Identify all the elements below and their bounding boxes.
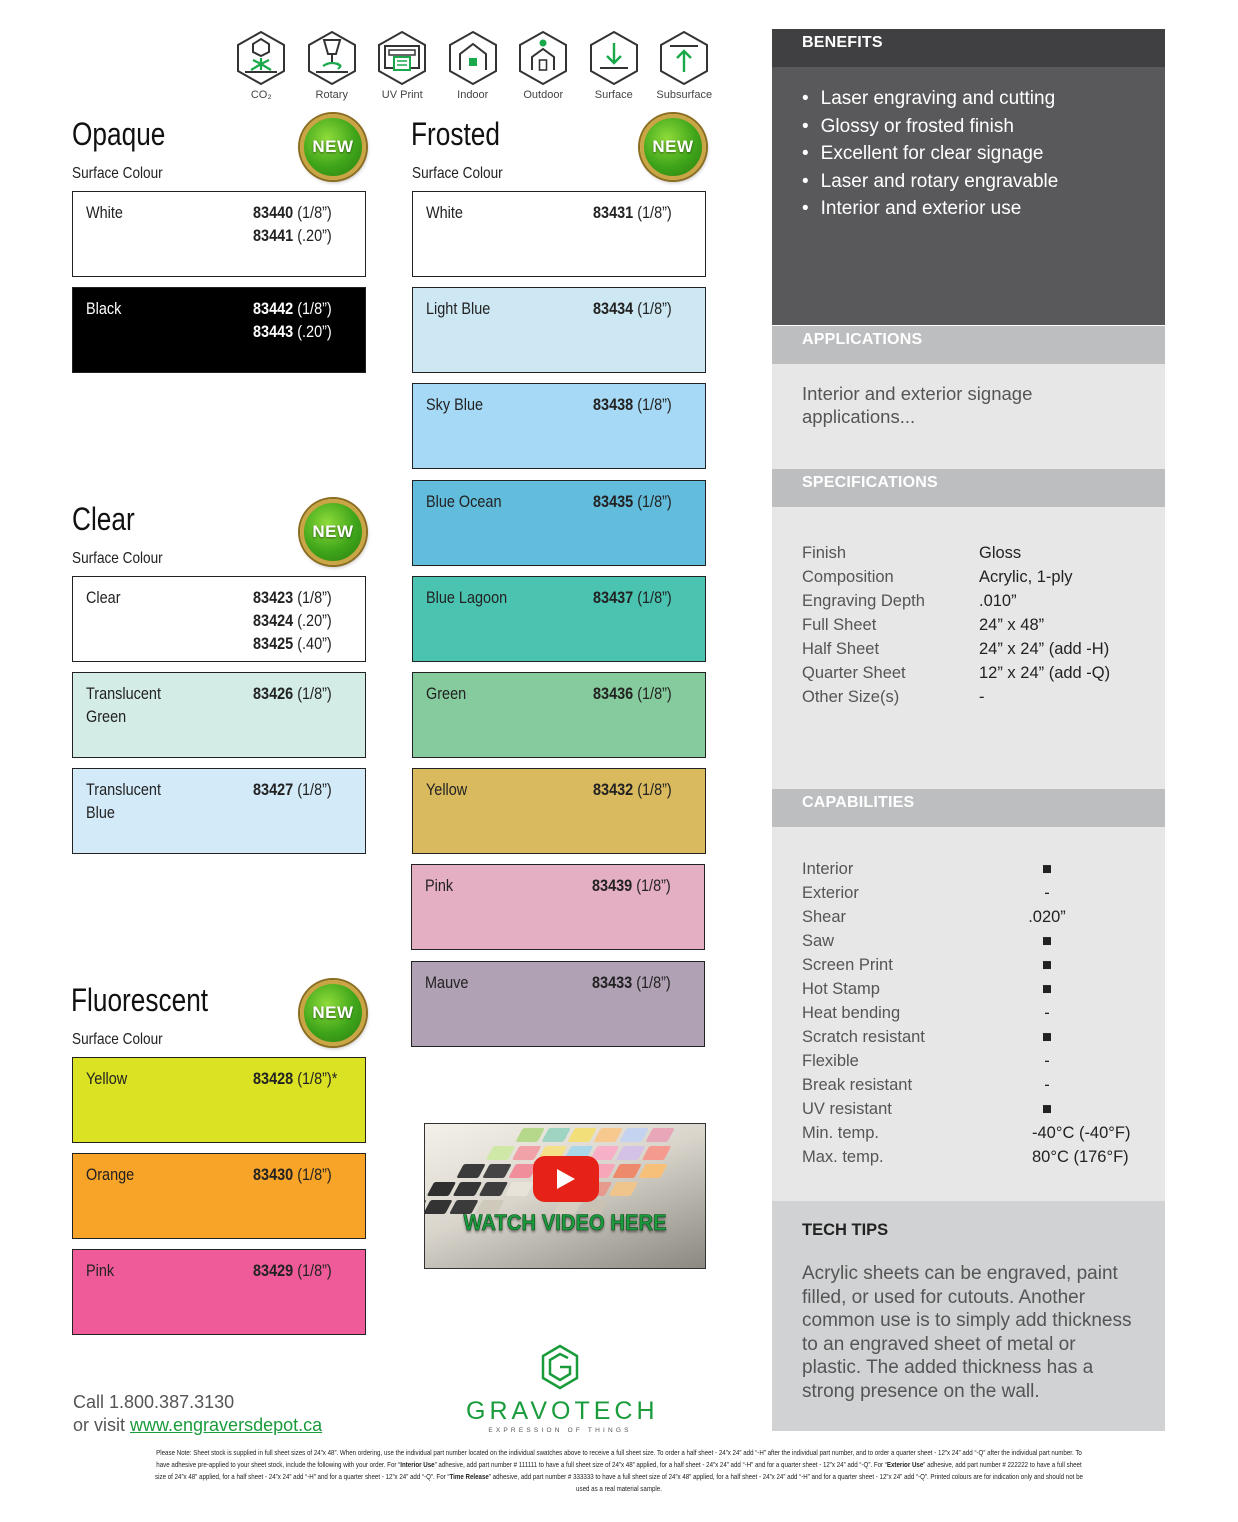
part-number-line <box>253 297 332 320</box>
new-badge <box>300 499 366 565</box>
part-size: (1/8”) <box>633 203 672 222</box>
swatch-frosted-light-blue <box>412 287 706 373</box>
benefit-item: • Glossy or frosted finish <box>802 113 1135 141</box>
part-number: 83430 <box>253 1165 294 1184</box>
part-size: (1/8”) <box>293 1261 332 1280</box>
cap-key: UV resistant <box>802 1100 892 1118</box>
part-number-line <box>253 1163 332 1186</box>
benefit-item: • Interior and exterior use <box>802 195 1135 223</box>
rotary-icon <box>306 30 358 86</box>
swatch-name: Clear <box>86 588 121 607</box>
part-number-line <box>593 586 672 609</box>
part-size: (1/8”) <box>633 395 672 414</box>
part-number-line <box>253 632 332 655</box>
logo-name: GRAVOTECH <box>466 1397 659 1425</box>
icon-uv-print <box>367 30 438 101</box>
part-size: (1/8”) <box>632 876 671 895</box>
fine-print-text: ” adhesive, add part number # 111111 to have a full sheet size of 24”x 48” applied, for a half sheet - 24”x 24” add “-H” and for a quarter sheet - 12”x 24” add “-Q”. For “ <box>434 1460 887 1469</box>
swatch-name: Light Blue <box>426 299 491 318</box>
spec-row <box>802 685 1135 709</box>
new-badge-label: NEW <box>312 1003 354 1022</box>
spec-row <box>802 613 1135 637</box>
swatch-name: White <box>426 203 463 222</box>
specifications-panel <box>772 469 1165 789</box>
swatch-part-numbers <box>253 682 332 705</box>
clear-title: Clear <box>72 501 135 537</box>
part-size: (.20”) <box>293 611 332 630</box>
part-size: (1/8”) <box>293 1165 332 1184</box>
cap-key: Interior <box>802 860 854 878</box>
part-size: (1/8”) <box>633 588 672 607</box>
applications-panel <box>772 326 1165 469</box>
benefit-item: • Laser engraving and cutting <box>802 85 1135 113</box>
swatch-part-numbers <box>253 586 332 655</box>
part-size: (1/8”) <box>633 299 672 318</box>
outdoor-icon <box>517 30 569 86</box>
part-number-line <box>253 609 332 632</box>
contact-phone: Call 1.800.387.3130 <box>73 1392 235 1412</box>
new-badge <box>640 114 706 180</box>
part-number: 83428 <box>253 1069 294 1088</box>
cap-row <box>802 1049 1135 1073</box>
part-number: 83443 <box>253 322 294 341</box>
part-number-line <box>253 1067 337 1090</box>
tech-tips-text: Acrylic sheets can be engraved, paint filled, or used for cutouts. Another common use is to simply add thickness to an engraved sheet of metal or plastic. The added thickness has a strong presence on the wall. <box>802 1263 1132 1402</box>
new-badge <box>300 114 366 180</box>
benefits-title: BENEFITS <box>772 29 1165 67</box>
part-number-line <box>593 490 672 513</box>
spec-key: Full Sheet <box>802 616 877 634</box>
icon-label: Rotary <box>315 89 348 101</box>
gravotech-g-icon <box>540 1344 580 1390</box>
cap-row <box>802 1001 1135 1025</box>
part-size: (1/8”) <box>633 684 672 703</box>
part-number: 83434 <box>593 299 634 318</box>
new-badge <box>300 980 366 1046</box>
new-badge-label: NEW <box>652 137 694 156</box>
cap-value: ■ <box>1042 956 1052 974</box>
part-number-line <box>253 1259 332 1282</box>
swatch-name: Translucent Blue <box>86 780 161 822</box>
cap-key: Flexible <box>802 1052 859 1070</box>
swatch-frosted-sky-blue <box>412 383 706 469</box>
specifications-title: SPECIFICATIONS <box>772 469 1165 507</box>
swatch-frosted-yellow <box>412 768 706 854</box>
swatch-part-numbers <box>593 778 672 801</box>
part-number: 83439 <box>592 876 633 895</box>
cap-row <box>802 929 1135 953</box>
icon-label: CO₂ <box>250 89 272 101</box>
spec-row <box>802 589 1135 613</box>
frosted-title: Frosted <box>411 116 500 152</box>
part-number: 83440 <box>253 203 294 222</box>
swatch-frosted-white <box>412 191 706 277</box>
process-icons-row <box>226 30 720 101</box>
contact-visit <box>73 1414 322 1437</box>
swatch-part-numbers <box>253 778 332 801</box>
tech-tips-panel <box>772 1201 1165 1431</box>
benefit-item: • Laser and rotary engravable <box>802 168 1135 196</box>
subsurface-icon <box>658 30 710 86</box>
spec-key: Composition <box>802 568 894 586</box>
swatch-fluorescent-orange <box>72 1153 366 1239</box>
video-thumbnail[interactable] <box>424 1123 706 1269</box>
cap-value: - <box>1044 1076 1050 1094</box>
part-number-line <box>592 971 671 994</box>
swatch-name: Yellow <box>86 1069 128 1088</box>
swatch-clear <box>72 576 366 662</box>
frosted-subtitle: Surface Colour <box>412 165 503 182</box>
spec-value: .010” <box>979 592 1017 610</box>
spec-value: Acrylic, 1-ply <box>979 568 1073 586</box>
swatch-frosted-pink <box>411 864 705 950</box>
spec-key: Other Size(s) <box>802 688 900 706</box>
icon-label: UV Print <box>381 89 423 101</box>
spec-row <box>802 637 1135 661</box>
part-size: (1/8”) <box>293 684 332 703</box>
part-size: (.20”) <box>293 226 332 245</box>
swatch-part-numbers <box>593 682 672 705</box>
part-size: (1/8”) <box>293 299 332 318</box>
spec-row <box>802 565 1135 589</box>
swatch-name: Blue Ocean <box>426 492 502 511</box>
fine-print <box>154 1447 1085 1495</box>
swatch-name: Yellow <box>426 780 468 799</box>
swatch-frosted-blue-lagoon <box>412 576 706 662</box>
swatch-opaque-black <box>72 287 366 373</box>
swatch-part-numbers <box>592 971 671 994</box>
icon-label: Surface <box>594 89 633 101</box>
gravotech-logo <box>466 1344 659 1434</box>
spec-row <box>802 661 1135 685</box>
part-number-line <box>253 320 332 343</box>
cap-row <box>802 1025 1135 1049</box>
swatch-name: Sky Blue <box>426 395 484 414</box>
icon-rotary <box>297 30 368 101</box>
uv-print-icon <box>376 30 428 86</box>
icon-indoor <box>438 30 509 101</box>
part-number: 83441 <box>253 226 294 245</box>
indoor-icon <box>447 30 499 86</box>
part-size: (1/8”) <box>632 973 671 992</box>
visit-prefix: or visit <box>73 1415 131 1435</box>
benefit-item: • Excellent for clear signage <box>802 140 1135 168</box>
spec-row <box>802 541 1135 565</box>
spec-value: 24” x 24” (add -H) <box>979 640 1110 658</box>
cap-key: Shear <box>802 908 847 926</box>
logo-tagline: EXPRESSION OF THINGS <box>488 1427 632 1434</box>
video-caption: WATCH VIDEO HERE <box>463 1210 667 1235</box>
swatch-part-numbers <box>593 393 672 416</box>
applications-title: APPLICATIONS <box>772 326 1165 364</box>
swatch-frosted-green <box>412 672 706 758</box>
part-number: 83429 <box>253 1261 294 1280</box>
swatch-translucent-blue <box>72 768 366 854</box>
new-badge-label: NEW <box>312 522 354 541</box>
part-number-line <box>593 682 672 705</box>
part-number-line <box>593 297 672 320</box>
cap-key: Min. temp. <box>802 1124 880 1142</box>
part-number-line <box>253 224 332 247</box>
part-size: (1/8”) <box>293 203 332 222</box>
icon-label: Indoor <box>457 89 489 101</box>
co2-laser-icon <box>235 30 287 86</box>
swatch-opaque-white <box>72 191 366 277</box>
spec-key: Quarter Sheet <box>802 664 906 682</box>
swatch-name: Green <box>426 684 467 703</box>
swatch-name: Mauve <box>425 973 469 992</box>
part-size: (1/8”) <box>633 780 672 799</box>
cap-value: -40°C (-40°F) <box>1032 1124 1131 1142</box>
swatch-frosted-mauve <box>411 961 705 1047</box>
part-size: (.40”) <box>293 634 332 653</box>
cap-value: 80°C (176°F) <box>1032 1148 1129 1166</box>
swatch-part-numbers <box>593 586 672 609</box>
icon-label: Outdoor <box>523 89 564 101</box>
fine-print-text: Please Note: Sheet stock is supplied in full sheet sizes of 24”x 48”. When ordering, use the individual part number located on the individual swatches above to receive a full sheet size. To order a half sheet - 24”x 24” add “-H” after the individual part number, and to order a quarter sheet - 12”x 24” add “-Q” after the individual part number. To have adhesive pre-applied to your sheet stock, include the following with your order. For “ <box>156 1448 1082 1469</box>
benefits-list <box>772 67 1165 325</box>
swatch-name: Pink <box>86 1261 115 1280</box>
cap-value: ■ <box>1042 860 1052 878</box>
cap-row <box>802 1097 1135 1121</box>
website-link[interactable]: www.engraversdepot.ca <box>130 1415 323 1435</box>
part-number: 83424 <box>253 611 294 630</box>
part-number-line <box>592 874 671 897</box>
swatch-part-numbers <box>592 874 671 897</box>
part-number: 83433 <box>592 973 633 992</box>
cap-row <box>802 881 1135 905</box>
part-number: 83423 <box>253 588 294 607</box>
swatch-part-numbers <box>253 297 332 343</box>
swatch-part-numbers <box>253 1163 332 1186</box>
cap-key: Heat bending <box>802 1004 901 1022</box>
fine-print-interior: Interior Use <box>400 1460 435 1469</box>
part-number-line <box>593 201 672 224</box>
clear-subtitle: Surface Colour <box>72 550 163 567</box>
cap-value: ■ <box>1042 980 1052 998</box>
capabilities-panel <box>772 789 1165 1201</box>
part-number-line <box>253 778 332 801</box>
part-size: (1/8”) <box>293 780 332 799</box>
fluorescent-subtitle: Surface Colour <box>72 1031 163 1048</box>
part-size: (.20”) <box>293 322 332 341</box>
swatch-name: White <box>86 203 123 222</box>
fine-print-exterior: Exterior Use <box>886 1460 924 1469</box>
swatch-translucent-green <box>72 672 366 758</box>
spec-value: - <box>979 688 985 706</box>
fine-print-text: ” adhesive, add part number # 333333 to have a full sheet size of 24”x 48” applied, for a half sheet - 24”x 24” add “-H” and for a quarter sheet - 12”x 24” add “-Q”. Printed colours are for indication only and should not be used as a real material sample. <box>488 1472 1083 1493</box>
cap-value: ■ <box>1042 932 1052 950</box>
part-number: 83437 <box>593 588 634 607</box>
part-number: 83432 <box>593 780 634 799</box>
swatch-name: Orange <box>86 1165 135 1184</box>
cap-value: ■ <box>1042 1100 1052 1118</box>
cap-key: Max. temp. <box>802 1148 884 1166</box>
cap-row <box>802 1145 1135 1169</box>
cap-row <box>802 857 1135 881</box>
cap-value: - <box>1044 1052 1050 1070</box>
part-number-line <box>253 201 332 224</box>
swatch-part-numbers <box>253 1067 337 1090</box>
spec-value: Gloss <box>979 544 1022 562</box>
part-number: 83431 <box>593 203 634 222</box>
swatch-part-numbers <box>593 297 672 320</box>
swatch-name: Translucent Green <box>86 684 161 726</box>
spec-key: Finish <box>802 544 847 562</box>
swatch-frosted-blue-ocean <box>412 480 706 566</box>
part-number-line <box>593 778 672 801</box>
swatch-fluorescent-yellow <box>72 1057 366 1143</box>
part-size: (1/8”) <box>633 492 672 511</box>
icon-surface <box>579 30 650 101</box>
part-number: 83442 <box>253 299 294 318</box>
opaque-subtitle: Surface Colour <box>72 165 163 182</box>
icon-subsurface <box>649 30 720 101</box>
part-number-line <box>593 393 672 416</box>
part-number-line <box>253 682 332 705</box>
cap-value: ■ <box>1042 1028 1052 1046</box>
cap-value: - <box>1044 884 1050 902</box>
surface-icon <box>588 30 640 86</box>
icon-co2 <box>226 30 297 101</box>
opaque-title: Opaque <box>72 116 166 152</box>
cap-row <box>802 1121 1135 1145</box>
fine-print-text: ” adhesive, add part number # 222222 to have a full sheet size of 24”x 48” applied, for a half sheet - 24”x 24” add “-H” and for a quarter sheet - 12”x 24” add “-Q”. For “ <box>155 1460 1082 1481</box>
fluorescent-title: Fluorescent <box>71 982 209 1018</box>
cap-key: Exterior <box>802 884 859 902</box>
cap-value: - <box>1044 1004 1050 1022</box>
cap-key: Scratch resistant <box>802 1028 925 1046</box>
swatch-part-numbers <box>593 490 672 513</box>
spec-key: Engraving Depth <box>802 592 925 610</box>
contact-block <box>73 1391 322 1437</box>
cap-key: Hot Stamp <box>802 980 880 998</box>
part-number: 83436 <box>593 684 634 703</box>
spec-value: 12” x 24” (add -Q) <box>979 664 1111 682</box>
swatch-part-numbers <box>253 1259 332 1282</box>
part-number-line <box>253 586 332 609</box>
cap-key: Break resistant <box>802 1076 913 1094</box>
play-button-icon[interactable] <box>533 1156 599 1202</box>
icon-outdoor <box>508 30 579 101</box>
swatch-part-numbers <box>593 201 672 224</box>
part-size: (1/8”) <box>293 588 332 607</box>
cap-row <box>802 1073 1135 1097</box>
icon-label: Subsurface <box>656 89 713 101</box>
part-number: 83427 <box>253 780 294 799</box>
part-number: 83426 <box>253 684 294 703</box>
part-number: 83425 <box>253 634 294 653</box>
capabilities-table <box>772 827 1165 1201</box>
specifications-table <box>772 507 1165 789</box>
spec-key: Half Sheet <box>802 640 880 658</box>
fine-print-time-release: Time Release <box>449 1472 489 1481</box>
cap-key: Screen Print <box>802 956 893 974</box>
new-badge-label: NEW <box>312 137 354 156</box>
cap-key: Saw <box>802 932 835 950</box>
cap-value: .020” <box>1028 908 1066 926</box>
applications-text: Interior and exterior signage applications... <box>772 364 1165 469</box>
spec-value: 24” x 48” <box>979 616 1045 634</box>
capabilities-title: CAPABILITIES <box>772 789 1165 827</box>
part-number: 83435 <box>593 492 634 511</box>
swatch-name: Blue Lagoon <box>426 588 508 607</box>
swatch-fluorescent-pink <box>72 1249 366 1335</box>
swatch-name: Black <box>86 299 122 318</box>
cap-row <box>802 905 1135 929</box>
cap-row <box>802 953 1135 977</box>
benefits-panel <box>772 29 1165 325</box>
tech-tips-title: TECH TIPS <box>802 1221 889 1239</box>
part-size: (1/8”)* <box>293 1069 338 1088</box>
cap-row <box>802 977 1135 1001</box>
swatch-part-numbers <box>253 201 332 247</box>
swatch-name: Pink <box>425 876 454 895</box>
part-number: 83438 <box>593 395 634 414</box>
